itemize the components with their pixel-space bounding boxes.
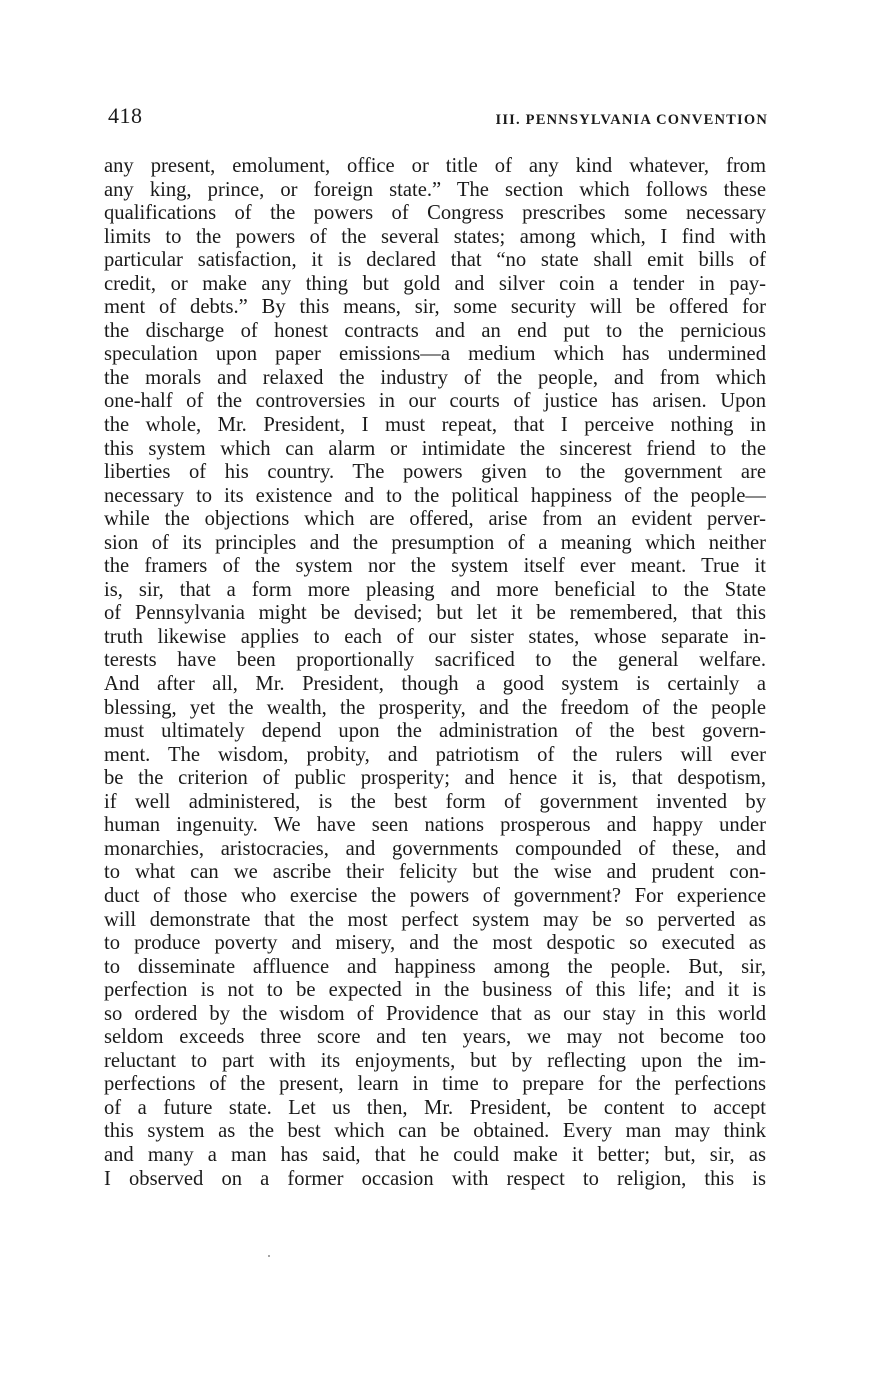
text-line: truth likewise applies to each of our sister states, whose separate in-	[104, 625, 766, 648]
text-line: while the objections which are offered, arise from an evident perver-	[104, 508, 766, 531]
text-line: this system which can alarm or intimidate the sincerest friend to the	[104, 437, 766, 460]
text-line: seldom exceeds three score and ten years, we may not become too	[104, 1026, 766, 1049]
text-line: so ordered by the wisdom of Providence that as our stay in this world	[104, 1002, 766, 1025]
text-line: credit, or make any thing but gold and silver coin a tender in pay-	[104, 272, 766, 295]
page-number: 418	[108, 103, 143, 128]
text-line: speculation upon paper emissions—a medium which has undermined	[104, 343, 766, 366]
text-line: must ultimately depend upon the administration of the best govern-	[104, 720, 766, 743]
text-line: is, sir, that a form more pleasing and more beneficial to the State	[104, 578, 766, 601]
running-head: III. PENNSYLVANIA CONVENTION	[495, 112, 768, 128]
text-line: blessing, yet the wealth, the prosperity, and the freedom of the people	[104, 696, 766, 719]
text-line: will demonstrate that the most perfect system may be so perverted as	[104, 908, 766, 931]
text-line: any king, prince, or foreign state.” The section which follows these	[104, 178, 766, 201]
body-text	[104, 155, 766, 1191]
print-speck	[268, 1255, 270, 1257]
text-line: perfections of the present, learn in time to prepare for the perfections	[104, 1073, 766, 1096]
text-line: if well administered, is the best form of government invented by	[104, 790, 766, 813]
text-line: particular satisfaction, it is declared that “no state shall emit bills of	[104, 249, 766, 272]
text-line: human ingenuity. We have seen nations prosperous and happy under	[104, 814, 766, 837]
text-line: reluctant to part with its enjoyments, but by reflecting upon the im-	[104, 1049, 766, 1072]
text-line: limits to the powers of the several states; among which, I find with	[104, 225, 766, 248]
text-line: sion of its principles and the presumption of a meaning which neither	[104, 531, 766, 554]
text-line: And after all, Mr. President, though a good system is certainly a	[104, 673, 766, 696]
text-line: the morals and relaxed the industry of the people, and from which	[104, 366, 766, 389]
text-line: the framers of the system nor the system itself ever meant. True it	[104, 555, 766, 578]
text-line: of Pennsylvania might be devised; but let it be remembered, that this	[104, 602, 766, 625]
text-line: of a future state. Let us then, Mr. President, be content to accept	[104, 1096, 766, 1119]
text-line: I observed on a former occasion with respect to religion, this is	[104, 1167, 766, 1190]
text-line: qualifications of the powers of Congress prescribes some necessary	[104, 202, 766, 225]
text-line: terests have been proportionally sacrificed to the general welfare.	[104, 649, 766, 672]
text-line: and many a man has said, that he could make it better; but, sir, as	[104, 1143, 766, 1166]
text-line: liberties of his country. The powers given to the government are	[104, 461, 766, 484]
text-line: this system as the best which can be obtained. Every man may think	[104, 1120, 766, 1143]
text-line: any present, emolument, office or title of any kind whatever, from	[104, 155, 766, 177]
text-line: necessary to its existence and to the political happiness of the people—	[104, 484, 766, 507]
text-line: to what can we ascribe their felicity but the wise and prudent con-	[104, 861, 766, 884]
text-line: ment. The wisdom, probity, and patriotism of the rulers will ever	[104, 743, 766, 766]
text-line: to disseminate affluence and happiness among the people. But, sir,	[104, 955, 766, 978]
text-line: monarchies, aristocracies, and governments compounded of these, and	[104, 837, 766, 860]
text-line: perfection is not to be expected in the business of this life; and it is	[104, 979, 766, 1002]
text-line: the whole, Mr. President, I must repeat, that I perceive nothing in	[104, 414, 766, 437]
text-line: duct of those who exercise the powers of government? For experience	[104, 884, 766, 907]
text-line: to produce poverty and misery, and the most despotic so executed as	[104, 932, 766, 955]
text-line: ment of debts.” By this means, sir, some security will be offered for	[104, 296, 766, 319]
text-line: be the criterion of public prosperity; and hence it is, that despotism,	[104, 767, 766, 790]
text-line: the discharge of honest contracts and an end put to the pernicious	[104, 319, 766, 342]
text-line: one-half of the controversies in our courts of justice has arisen. Upon	[104, 390, 766, 413]
